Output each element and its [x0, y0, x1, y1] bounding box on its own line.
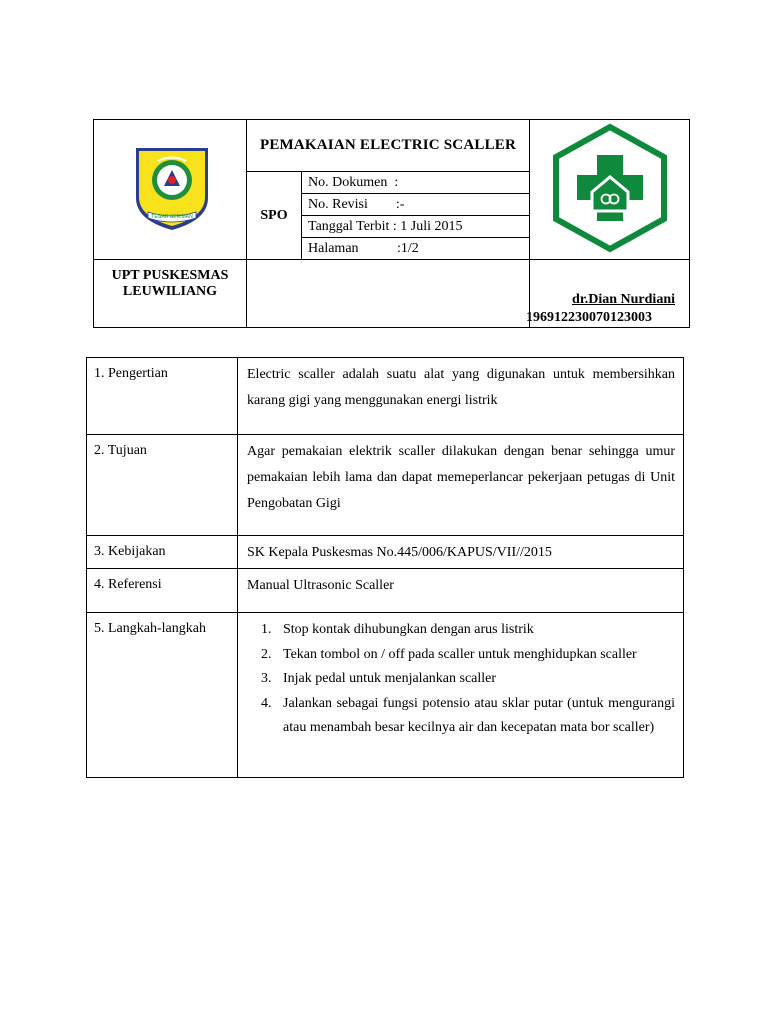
- section-row-tujuan: [87, 435, 683, 536]
- signature-block: [526, 260, 689, 327]
- meta-document-number: No. Dokumen :: [302, 172, 529, 194]
- document-header: [93, 119, 690, 328]
- document-meta: [302, 172, 529, 260]
- puskesmas-logo-cell: [529, 120, 689, 260]
- regency-logo-cell: [94, 120, 247, 260]
- section-label: 1. Pengertian: [87, 358, 238, 434]
- procedure-table: [86, 357, 684, 778]
- section-row-referensi: [87, 569, 683, 613]
- section-text: Manual Ultrasonic Scaller: [247, 578, 394, 593]
- organization-name: UPT PUSKESMAS LEUWILIANG: [94, 260, 247, 327]
- steps-list: [247, 618, 675, 741]
- section-label: 3. Kebijakan: [87, 536, 238, 568]
- section-row-kebijakan: [87, 536, 683, 569]
- meta-issue-date: Tanggal Terbit : 1 Juli 2015: [302, 216, 529, 238]
- section-text: Agar pemakaian elektrik scaller dilakukan dengan benar sehingga umur pemakaian lebih lama dan dapat memeperlancar pekerjaan petugas di Unit Pengobatan Gigi: [247, 444, 675, 511]
- section-label: 2. Tujuan: [87, 435, 238, 535]
- signer-nip: 196912230070123003: [526, 310, 652, 325]
- section-row-langkah: [87, 613, 683, 777]
- list-item: 4. Jalankan sebagai fungsi potensio atau sklar putar (untuk mengurangi atau menambah besar kecilnya air dan kecepatan mata bor scaller): [275, 692, 675, 741]
- section-label: 4. Referensi: [87, 569, 238, 612]
- steps-cell: [238, 613, 683, 777]
- meta-page: Halaman :1/2: [308, 241, 419, 256]
- crest-motto: TEGAR BERIMAN: [151, 214, 193, 220]
- signer-name: dr.Dian Nurdiani: [572, 292, 675, 307]
- section-label: 5. Langkah-langkah: [87, 613, 238, 777]
- document-title: PEMAKAIAN ELECTRIC SCALLER: [247, 120, 529, 172]
- section-row-pengertian: [87, 358, 683, 435]
- list-item: 2. Tekan tombol on / off pada scaller untuk menghidupkan scaller: [275, 643, 675, 668]
- bogor-regency-crest-icon: [94, 120, 247, 260]
- meta-revision: No. Revisi :-: [302, 194, 529, 216]
- list-item: 3. Injak pedal untuk menjalankan scaller: [275, 667, 675, 692]
- list-item: 1. Stop kontak dihubungkan dengan arus listrik: [275, 618, 675, 643]
- puskesmas-cross-logo-icon: [530, 120, 690, 260]
- spo-label: SPO: [247, 172, 302, 260]
- section-text: SK Kepala Puskesmas No.445/006/KAPUS/VII//2015: [247, 545, 552, 560]
- section-text: Electric scaller adalah suatu alat yang digunakan untuk membersihkan karang gigi yang menggunakan energi listrik: [247, 367, 675, 408]
- header-empty-cell: [247, 260, 529, 327]
